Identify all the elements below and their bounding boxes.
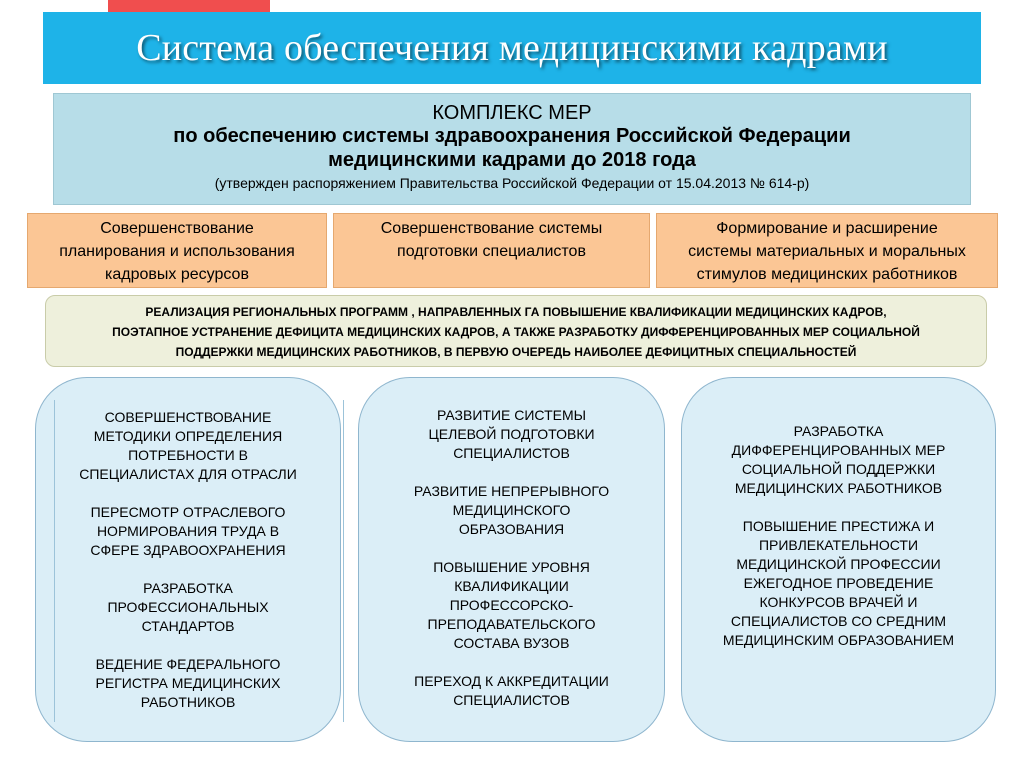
measure-item	[36, 579, 340, 636]
measure-line: НОРМИРОВАНИЯ ТРУДА В	[96, 523, 280, 539]
complex-measures-box	[53, 93, 971, 205]
slide-title: Система обеспечения медицинскими кадрами	[136, 27, 888, 69]
title-bar	[43, 12, 981, 84]
measure-item	[682, 517, 995, 650]
measure-line: ПРЕПОДАВАТЕЛЬСКОГО	[427, 616, 596, 632]
measure-item	[682, 422, 995, 498]
measure-line: ЕЖЕГОДНОЕ ПРОВЕДЕНИЕ	[743, 575, 934, 591]
measure-line: РАЗВИТИЕ СИСТЕМЫ	[436, 407, 587, 423]
measure-line: МЕДИЦИНСКИХ РАБОТНИКОВ	[734, 480, 943, 496]
measure-line: РАЗРАБОТКА	[143, 580, 233, 596]
direction-box-training	[333, 213, 650, 288]
direction-line: Формирование и расширение	[716, 220, 938, 237]
direction-line: системы материальных и моральных	[688, 243, 966, 260]
complex-heading: КОМПЛЕКС МЕР	[432, 102, 592, 124]
complex-approval-note: (утвержден распоряжением Правительства Российской Федерации от 15.04.2013 № 614-р)	[214, 175, 810, 191]
measure-line: ВЕДЕНИЕ ФЕДЕРАЛЬНОГО	[95, 656, 281, 672]
measure-line: ОБРАЗОВАНИЯ	[458, 521, 565, 537]
measure-item	[359, 482, 664, 539]
measure-line: СПЕЦИАЛИСТАХ ДЛЯ ОТРАСЛИ	[79, 466, 297, 482]
measure-line: МЕДИЦИНСКИМ ОБРАЗОВАНИЕМ	[722, 632, 955, 648]
complex-subheading: по обеспечению системы здравоохранения Российской Федерации	[173, 125, 851, 147]
measure-line: ПЕРЕСМОТР ОТРАСЛЕВОГО	[90, 504, 286, 520]
measure-line: СТАНДАРТОВ	[141, 618, 235, 634]
measure-line: ПРОФЕССОРСКО-	[449, 597, 574, 613]
measure-line: ПРИВЛЕКАТЕЛЬНОСТИ	[758, 537, 919, 553]
measure-line: РАЗВИТИЕ НЕПРЕРЫВНОГО	[413, 483, 610, 499]
regional-programs-box	[45, 295, 987, 367]
measure-item	[359, 406, 664, 463]
measure-line: РАЗРАБОТКА	[793, 423, 884, 439]
measure-line: ЦЕЛЕВОЙ ПОДГОТОВКИ	[428, 426, 595, 442]
measure-item	[359, 558, 664, 653]
measure-line: СПЕЦИАЛИСТОВ СО СРЕДНИМ	[730, 613, 947, 629]
direction-line: подготовки специалистов	[397, 243, 586, 260]
measure-line: ПРОФЕССИОНАЛЬНЫХ	[107, 599, 269, 615]
measure-line: ПОВЫШЕНИЕ УРОВНЯ	[433, 559, 590, 575]
regional-line: РЕАЛИЗАЦИЯ РЕГИОНАЛЬНЫХ ПРОГРАММ , НАПРАВЛЕННЫХ ГА ПОВЫШЕНИЕ КВАЛИФИКАЦИИ МЕДИЦИНСКИХ КАДРОВ,	[145, 305, 887, 319]
measures-column-incentives	[681, 377, 996, 742]
measure-line: КВАЛИФИКАЦИИ	[454, 578, 569, 594]
measure-line: РЕГИСТРА МЕДИЦИНСКИХ	[95, 675, 281, 691]
measure-item	[36, 503, 340, 560]
measure-line: ПОТРЕБНОСТИ В	[128, 447, 248, 463]
direction-line: планирования и использования	[59, 243, 295, 260]
direction-line: Совершенствование системы	[380, 220, 603, 237]
measures-column-training	[358, 377, 665, 742]
measure-line: СПЕЦИАЛИСТОВ	[453, 692, 570, 708]
measure-line: СФЕРЕ ЗДРАВООХРАНЕНИЯ	[90, 542, 286, 558]
direction-line: кадровых ресурсов	[105, 266, 249, 283]
measure-line: МЕТОДИКИ ОПРЕДЕЛЕНИЯ	[93, 428, 283, 444]
measure-line: ПОВЫШЕНИЕ ПРЕСТИЖА И	[742, 518, 935, 534]
measure-line: СОВЕРШЕНСТВОВАНИЕ	[104, 409, 272, 425]
regional-line: ПОЭТАПНОЕ УСТРАНЕНИЕ ДЕФИЦИТА МЕДИЦИНСКИХ КАДРОВ, А ТАКЖЕ РАЗРАБОТКУ ДИФФЕРЕНЦИРОВАННЫХ МЕР СОЦИАЛЬНОЙ	[112, 325, 920, 339]
measure-line: МЕДИЦИНСКОГО	[452, 502, 571, 518]
direction-line: Совершенствование	[100, 220, 254, 237]
regional-line: ПОДДЕРЖКИ МЕДИЦИНСКИХ РАБОТНИКОВ, В ПЕРВУЮ ОЧЕРЕДЬ НАИБОЛЕЕ ДЕФИЦИТНЫХ СПЕЦИАЛЬНОСТЕЙ	[175, 345, 857, 359]
complex-subheading-2: медицинскими кадрами до 2018 года	[328, 149, 696, 171]
measure-line: КОНКУРСОВ ВРАЧЕЙ И	[759, 594, 918, 610]
measure-line: СОЦИАЛЬНОЙ ПОДДЕРЖКИ	[741, 461, 936, 477]
measure-line: РАБОТНИКОВ	[140, 694, 236, 710]
direction-box-planning	[27, 213, 327, 288]
measure-item	[36, 408, 340, 484]
measures-column-planning	[35, 377, 341, 742]
measure-item	[36, 655, 340, 712]
direction-box-incentives	[656, 213, 998, 288]
measure-line: СОСТАВА ВУЗОВ	[453, 635, 570, 651]
direction-line: стимулов медицинских работников	[696, 266, 958, 283]
measure-line: ДИФФЕРЕНЦИРОВАННЫХ МЕР	[731, 442, 946, 458]
measure-line: СПЕЦИАЛИСТОВ	[453, 445, 570, 461]
measure-line: МЕДИЦИНСКОЙ ПРОФЕССИИ	[736, 556, 941, 572]
measure-line: ПЕРЕХОД К АККРЕДИТАЦИИ	[414, 673, 609, 689]
measure-item	[359, 672, 664, 710]
